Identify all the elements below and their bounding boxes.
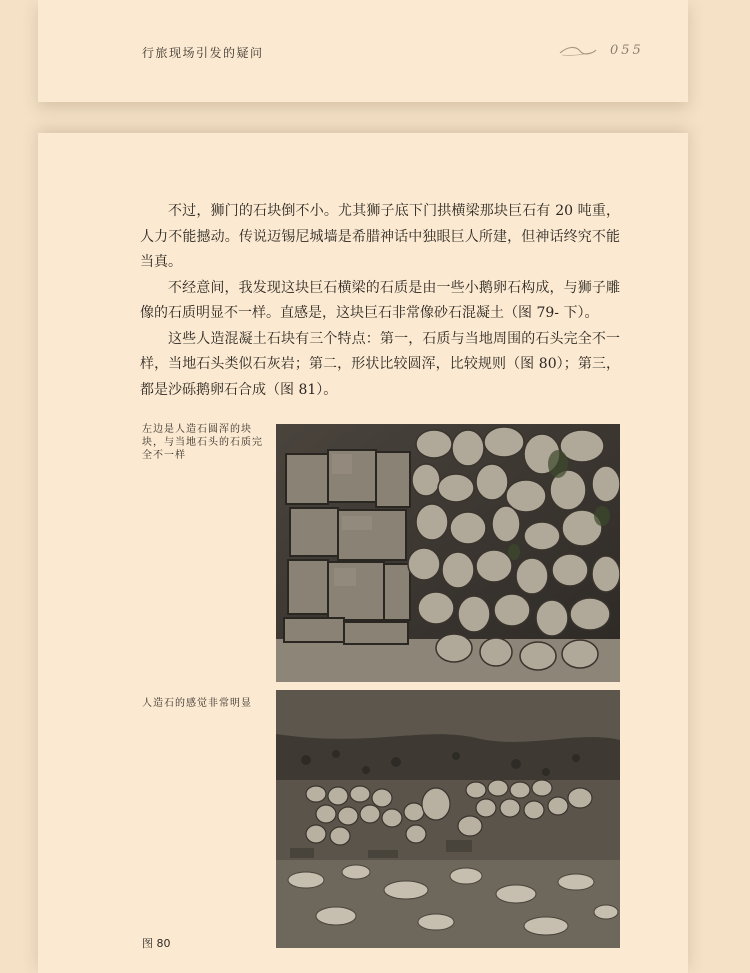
previous-page-header [38, 0, 688, 102]
running-header-title: 行旅现场引发的疑问 [142, 46, 264, 60]
photo-ruins-landscape [276, 690, 620, 948]
figure-caption-bottom: 人造石的感觉非常明显 [142, 698, 252, 709]
book-page [38, 133, 688, 973]
paragraph-2: 不经意间，我发现这块巨石横梁的石质是由一些小鹅卵石构成，与狮子雕像的石质明显不一样。直感是，这块巨石非常像砂石混凝土（图 79- 下）。 [140, 279, 620, 321]
figure-caption-top: 左边是人造石圆浑的块块，与当地石头的石质完全不一样 [142, 424, 263, 461]
figure-label: 图 80 [142, 937, 171, 950]
photo-stone-wall [276, 424, 620, 682]
swirl-ornament-icon [558, 44, 598, 58]
paragraph-3: 这些人造混凝土石块有三个特点：第一，石质与当地周围的石头完全不一样，当地石头类似石灰岩；第二，形状比较圆浑，比较规则（图 80）；第三，都是沙砾鹅卵石合成（图 81）。 [140, 330, 620, 398]
paragraph-1: 不过，狮门的石块倒不小。尤其狮子底下门拱横梁那块巨石有 20 吨重，人力不能撼动。传说迈锡尼城墙是希腊神话中独眼巨人所建，但神话终究不能当真。 [140, 203, 620, 270]
body-text [140, 199, 620, 403]
page-number: 055 [610, 43, 644, 58]
